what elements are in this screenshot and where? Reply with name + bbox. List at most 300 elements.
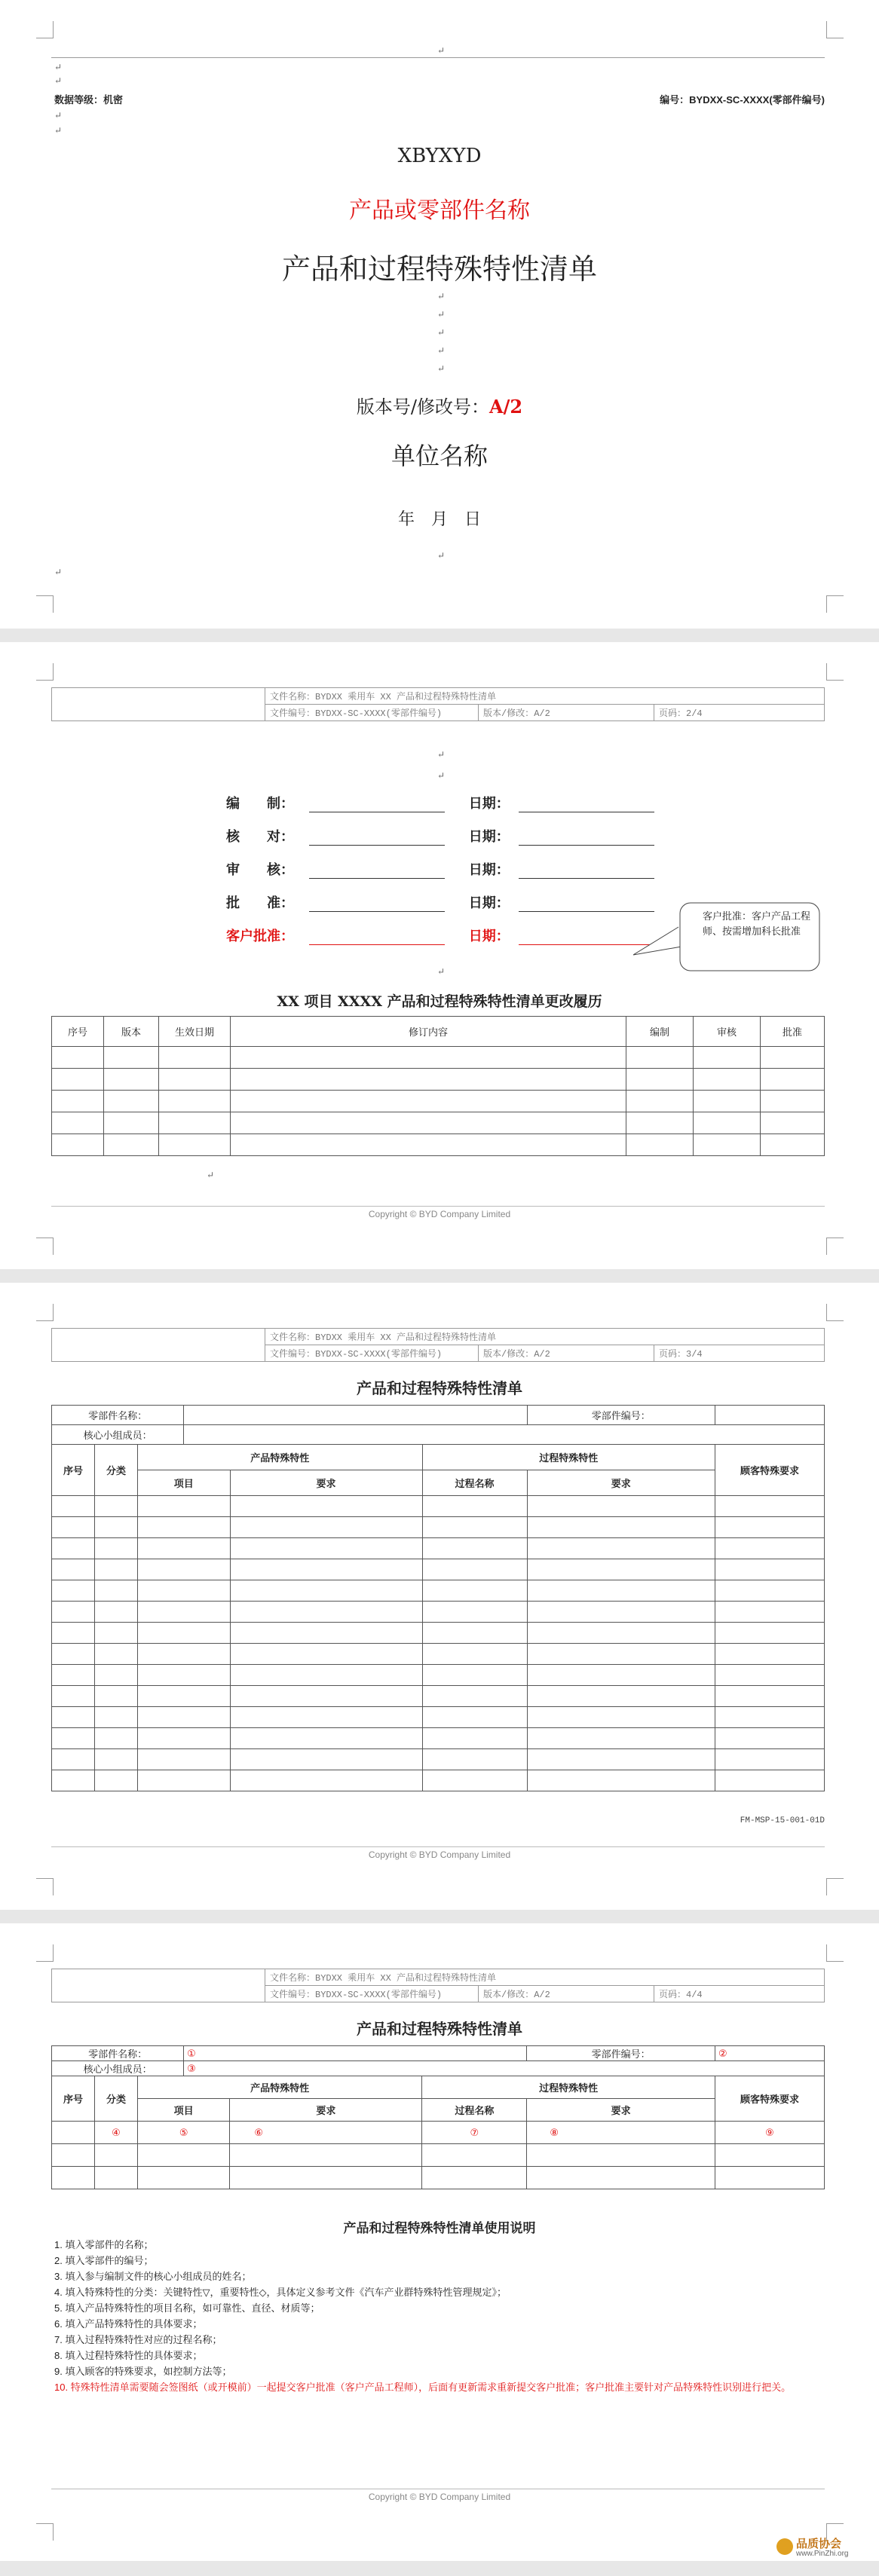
table-cell[interactable]	[95, 1580, 138, 1602]
header-table	[51, 687, 825, 721]
table-cell[interactable]	[95, 1517, 138, 1538]
header-logo-cell	[52, 1969, 265, 2002]
table-cell[interactable]	[52, 1091, 104, 1112]
core-team-value[interactable]	[184, 1425, 825, 1445]
table-cell[interactable]	[422, 1580, 527, 1602]
part-name-label: 零部件名称：	[52, 2046, 184, 2061]
table-cell[interactable]	[95, 1623, 138, 1644]
table-row	[52, 1496, 825, 1517]
table-cell[interactable]	[52, 1112, 104, 1134]
table-cell[interactable]	[104, 1069, 159, 1091]
sample-row	[52, 2122, 825, 2144]
callout-text: 客户批准：客户产品工程师、按需增加科长批准	[703, 910, 811, 937]
history-header-cell: 序号	[52, 1017, 104, 1047]
header-table	[51, 1969, 825, 2002]
table-cell[interactable]	[422, 2144, 527, 2167]
sample-marker-6[interactable]: ⑥	[230, 2122, 422, 2144]
table-cell[interactable]	[95, 1559, 138, 1580]
table-cell[interactable]	[230, 2167, 422, 2189]
page-cover	[0, 0, 879, 629]
table-cell[interactable]	[626, 1069, 694, 1091]
table-cell[interactable]	[715, 1770, 825, 1791]
table-cell[interactable]	[626, 1134, 694, 1156]
history-table	[51, 1016, 825, 1156]
table-cell[interactable]	[626, 1091, 694, 1112]
table-cell[interactable]	[715, 1517, 825, 1538]
table-cell[interactable]	[231, 1047, 626, 1069]
table-cell[interactable]	[626, 1047, 694, 1069]
table-cell[interactable]	[52, 1749, 95, 1770]
table-cell[interactable]	[527, 1665, 715, 1686]
table-cell[interactable]	[715, 1665, 825, 1686]
table-cell[interactable]	[52, 1602, 95, 1623]
table-cell[interactable]	[715, 1602, 825, 1623]
table-cell[interactable]	[230, 1770, 422, 1791]
table-cell[interactable]	[422, 1517, 527, 1538]
col-no: 序号	[52, 2076, 95, 2122]
col-class: 分类	[95, 1445, 138, 1496]
page-list-blank	[0, 1283, 879, 1910]
page-approval	[0, 642, 879, 1269]
history-header-cell: 修订内容	[231, 1017, 626, 1047]
table-cell[interactable]	[527, 1580, 715, 1602]
approval-row	[226, 892, 654, 925]
table-cell[interactable]	[527, 1517, 715, 1538]
table-cell[interactable]	[527, 2167, 715, 2189]
col-product-req: 要求	[230, 1470, 422, 1496]
crop-mark	[826, 595, 844, 613]
table-cell[interactable]	[527, 1728, 715, 1749]
table-cell[interactable]	[95, 1538, 138, 1559]
table-cell[interactable]	[52, 1665, 95, 1686]
table-cell[interactable]	[95, 1644, 138, 1665]
table-cell[interactable]	[138, 1496, 231, 1517]
table-cell[interactable]	[138, 1707, 231, 1728]
table-cell[interactable]	[138, 1728, 231, 1749]
instructions-list	[54, 2237, 816, 2395]
instruction-item: 7. 填入过程特殊特性对应的过程名称；	[54, 2334, 222, 2345]
table-cell[interactable]	[231, 1091, 626, 1112]
table-cell[interactable]	[230, 1644, 422, 1665]
paragraph-mark: ↵	[54, 110, 63, 121]
table-row	[52, 1538, 825, 1559]
table-row	[52, 1728, 825, 1749]
sample-marker-9[interactable]: ⑨	[715, 2122, 825, 2144]
crop-mark	[36, 595, 54, 613]
approval-label: 核 对：	[226, 829, 294, 845]
list-title: 产品和过程特殊特性清单	[357, 2020, 522, 2038]
table-cell[interactable]	[138, 1749, 231, 1770]
table-cell[interactable]	[138, 1665, 231, 1686]
header-table	[51, 1328, 825, 1362]
table-cell[interactable]	[138, 1602, 231, 1623]
table-cell[interactable]	[52, 1728, 95, 1749]
table-cell[interactable]	[52, 1686, 95, 1707]
col-process-name: 过程名称	[422, 2099, 527, 2122]
sample-marker-4[interactable]: ④	[95, 2122, 138, 2144]
crop-mark	[826, 21, 844, 38]
table-row	[52, 1770, 825, 1791]
signature-field[interactable]	[309, 864, 445, 879]
table-cell[interactable]	[138, 1559, 231, 1580]
table-cell[interactable]	[422, 1770, 527, 1791]
table-cell[interactable]	[138, 1580, 231, 1602]
table-cell[interactable]	[527, 1749, 715, 1770]
paragraph-mark: ↵	[437, 291, 446, 301]
table-cell[interactable]	[527, 1644, 715, 1665]
table-row	[52, 1047, 825, 1069]
history-header-cell: 生效日期	[159, 1017, 231, 1047]
table-cell[interactable]	[422, 1749, 527, 1770]
approval-block	[226, 793, 654, 959]
table-cell[interactable]	[715, 1580, 825, 1602]
table-cell[interactable]	[694, 1047, 761, 1069]
table-cell[interactable]	[230, 1559, 422, 1580]
table-cell[interactable]	[138, 1538, 231, 1559]
paragraph-mark: ↵	[437, 327, 446, 338]
table-cell[interactable]	[52, 2144, 95, 2167]
table-cell[interactable]	[715, 1644, 825, 1665]
header-file-number: 文件编号：BYDXX-SC-XXXX(零部件编号)	[265, 1345, 479, 1362]
instruction-item: 2. 填入零部件的编号；	[54, 2255, 154, 2266]
process-group-header: 过程特殊特性	[422, 2076, 715, 2099]
table-cell[interactable]	[527, 1602, 715, 1623]
instruction-item: 6. 填入产品特殊特性的具体要求；	[54, 2318, 203, 2330]
header-page: 页码：4/4	[654, 1986, 825, 2002]
table-cell[interactable]	[138, 1517, 231, 1538]
table-cell[interactable]	[138, 1686, 231, 1707]
footer-copyright: Copyright © BYD Company Limited	[368, 1209, 511, 1219]
header-page: 页码：3/4	[654, 1345, 825, 1362]
table-cell[interactable]	[626, 1112, 694, 1134]
table-cell[interactable]	[95, 2167, 138, 2189]
approval-date-label: 日期：	[468, 796, 510, 812]
paragraph-mark: ↵	[437, 309, 446, 320]
header-file-name: 文件名称：BYDXX 乘用车 XX 产品和过程特殊特性清单	[265, 688, 825, 705]
table-cell[interactable]	[52, 1069, 104, 1091]
part-name-label: 零部件名称：	[52, 1406, 184, 1425]
table-cell[interactable]	[230, 1580, 422, 1602]
date-field[interactable]	[519, 831, 654, 846]
table-cell[interactable]	[715, 2144, 825, 2167]
sample-marker-2[interactable]: ②	[715, 2046, 824, 2061]
approval-date-label: 日期：	[468, 895, 510, 911]
table-cell[interactable]	[52, 1580, 95, 1602]
table-cell[interactable]	[527, 2144, 715, 2167]
table-cell[interactable]	[715, 1728, 825, 1749]
table-cell[interactable]	[230, 1665, 422, 1686]
history-header-cell: 版本	[104, 1017, 159, 1047]
process-group-header: 过程特殊特性	[422, 1445, 715, 1470]
table-cell[interactable]	[138, 2144, 230, 2167]
sample-marker-1[interactable]: ①	[184, 2046, 527, 2061]
date-field[interactable]	[519, 798, 654, 812]
table-cell[interactable]	[527, 1770, 715, 1791]
table-cell[interactable]	[527, 1559, 715, 1580]
sample-marker-5[interactable]: ⑤	[138, 2122, 230, 2144]
table-cell[interactable]	[52, 1644, 95, 1665]
sample-marker-3[interactable]: ③	[184, 2061, 825, 2076]
crop-mark	[826, 1304, 844, 1321]
table-cell[interactable]	[159, 1134, 231, 1156]
table-cell[interactable]	[527, 1623, 715, 1644]
table-cell[interactable]	[52, 1496, 95, 1517]
header-file-name: 文件名称：BYDXX 乘用车 XX 产品和过程特殊特性清单	[265, 1329, 825, 1345]
instruction-item: 8. 填入过程特殊特性的具体要求；	[54, 2350, 203, 2361]
crop-mark	[826, 1878, 844, 1895]
header-version: 版本/修改：A/2	[479, 1986, 654, 2002]
approval-date-label: 日期：	[468, 829, 510, 845]
paragraph-mark: ↵	[437, 749, 446, 760]
date-field[interactable]	[519, 864, 654, 879]
paragraph-mark: ↵	[54, 62, 63, 72]
table-row	[52, 2144, 825, 2167]
footer-rule	[51, 1846, 825, 1847]
table-cell[interactable]	[694, 1069, 761, 1091]
table-cell[interactable]	[231, 1134, 626, 1156]
table-cell[interactable]	[230, 1517, 422, 1538]
watermark-url: www.PinZhi.org	[796, 2550, 849, 2558]
table-cell[interactable]	[231, 1112, 626, 1134]
col-process-name: 过程名称	[422, 1470, 527, 1496]
table-cell[interactable]	[104, 1134, 159, 1156]
table-cell[interactable]	[422, 1538, 527, 1559]
watermark-name: 品质协会	[796, 2538, 842, 2550]
core-team-label: 核心小组成员：	[52, 2061, 184, 2076]
table-cell[interactable]	[230, 2144, 422, 2167]
paragraph-mark: ↵	[437, 45, 446, 56]
part-name: 产品或零部件名称	[349, 197, 530, 224]
table-cell[interactable]	[52, 1047, 104, 1069]
crop-mark	[826, 663, 844, 681]
table-cell[interactable]	[694, 1134, 761, 1156]
part-name-value[interactable]	[184, 1406, 527, 1425]
signature-field[interactable]	[309, 931, 445, 945]
instruction-item: 4. 填入特殊特性的分类：关键特性▽，重要特性◇，具体定义参考文件《汽车产业群特殊特性管理规定》；	[54, 2287, 507, 2298]
table-cell[interactable]	[527, 1496, 715, 1517]
table-row	[52, 1749, 825, 1770]
signature-field[interactable]	[309, 898, 445, 912]
table-cell[interactable]	[159, 1069, 231, 1091]
table-cell[interactable]	[715, 1686, 825, 1707]
table-cell[interactable]	[52, 1517, 95, 1538]
table-cell[interactable]	[231, 1069, 626, 1091]
table-cell[interactable]	[715, 1496, 825, 1517]
footer-copyright: Copyright © BYD Company Limited	[368, 1849, 511, 1860]
table-cell[interactable]	[527, 1538, 715, 1559]
paragraph-mark: ↵	[54, 75, 63, 86]
header-logo-cell	[52, 1329, 265, 1362]
crop-mark	[826, 1944, 844, 1962]
paragraph-mark: ↵	[437, 550, 446, 561]
table-cell[interactable]	[159, 1047, 231, 1069]
table-cell[interactable]	[52, 1134, 104, 1156]
table-cell[interactable]	[104, 1091, 159, 1112]
table-cell[interactable]	[52, 1538, 95, 1559]
table-cell[interactable]	[230, 1707, 422, 1728]
table-cell[interactable]	[422, 1665, 527, 1686]
watermark-logo-icon	[776, 2538, 793, 2555]
approval-date-label: 日期：	[468, 929, 510, 944]
sample-marker-7[interactable]: ⑦	[422, 2122, 527, 2144]
table-cell[interactable]	[95, 1496, 138, 1517]
table-cell[interactable]	[230, 1686, 422, 1707]
header-version: 版本/修改：A/2	[479, 705, 654, 721]
table-cell[interactable]	[230, 1623, 422, 1644]
table-cell[interactable]	[761, 1112, 825, 1134]
table-row	[52, 1644, 825, 1665]
instruction-item: 3. 填入参与编制文件的核心小组成员的姓名；	[54, 2271, 252, 2282]
table-cell[interactable]	[230, 1538, 422, 1559]
header-logo-cell	[52, 688, 265, 721]
table-cell[interactable]	[52, 1623, 95, 1644]
table-cell[interactable]	[527, 1686, 715, 1707]
table-cell[interactable]	[104, 1047, 159, 1069]
header-rule	[51, 57, 825, 58]
approval-row-customer	[226, 925, 654, 959]
col-class: 分类	[95, 2076, 138, 2122]
table-cell[interactable]	[715, 1559, 825, 1580]
col-item: 项目	[138, 2099, 230, 2122]
organization-name: 单位名称	[390, 442, 488, 470]
table-row	[52, 1091, 825, 1112]
customer-req-header: 顾客特殊要求	[715, 2076, 825, 2122]
col-process-req: 要求	[527, 1470, 715, 1496]
table-cell[interactable]	[159, 1112, 231, 1134]
table-cell[interactable]	[761, 1134, 825, 1156]
history-header-cell: 审核	[694, 1017, 761, 1047]
table-cell[interactable]	[95, 1770, 138, 1791]
table-row	[52, 2167, 825, 2189]
customer-req-header: 顾客特殊要求	[715, 1445, 825, 1496]
table-cell[interactable]	[761, 1091, 825, 1112]
table-cell[interactable]	[230, 1728, 422, 1749]
table-cell[interactable]	[527, 1707, 715, 1728]
document-number: 编号：BYDXX-SC-XXXX(零部件编号)	[660, 94, 825, 106]
table-cell[interactable]	[422, 1728, 527, 1749]
table-row	[52, 1112, 825, 1134]
table-cell[interactable]	[138, 1623, 231, 1644]
table-cell[interactable]	[230, 1496, 422, 1517]
table-cell[interactable]	[715, 1538, 825, 1559]
table-row	[52, 1665, 825, 1686]
approval-label: 审 核：	[226, 862, 294, 878]
crop-mark	[36, 1238, 54, 1255]
table-cell[interactable]	[422, 1559, 527, 1580]
paragraph-mark: ↵	[207, 1170, 215, 1180]
table-cell[interactable]	[95, 1686, 138, 1707]
sample-table	[51, 2045, 825, 2189]
part-number-value[interactable]	[715, 1406, 824, 1425]
crop-mark	[36, 1878, 54, 1895]
header-file-number: 文件编号：BYDXX-SC-XXXX(零部件编号)	[265, 705, 479, 721]
table-cell[interactable]	[422, 1623, 527, 1644]
product-group-header: 产品特殊特性	[138, 1445, 423, 1470]
table-cell[interactable]	[138, 1644, 231, 1665]
crop-mark	[826, 1238, 844, 1255]
table-cell[interactable]	[761, 1069, 825, 1091]
table-row	[52, 1686, 825, 1707]
table-cell[interactable]	[95, 1707, 138, 1728]
paragraph-mark: ↵	[437, 966, 446, 977]
signature-field[interactable]	[309, 831, 445, 846]
approval-date-label: 日期：	[468, 862, 510, 878]
table-cell[interactable]	[694, 1112, 761, 1134]
table-cell[interactable]	[230, 1749, 422, 1770]
crop-mark	[36, 2523, 54, 2541]
crop-mark	[36, 21, 54, 38]
table-row	[52, 1602, 825, 1623]
header-page: 页码：2/4	[654, 705, 825, 721]
header-file-number: 文件编号：BYDXX-SC-XXXX(零部件编号)	[265, 1986, 479, 2002]
part-number-label: 零部件编号：	[527, 2046, 715, 2061]
instruction-item: 9. 填入顾客的特殊要求，如控制方法等；	[54, 2366, 232, 2377]
date-line: 年 月 日	[397, 510, 481, 529]
table-cell[interactable]	[95, 1665, 138, 1686]
table-cell[interactable]	[95, 1728, 138, 1749]
page-list-instructions	[0, 1923, 879, 2561]
table-row	[52, 1517, 825, 1538]
form-code: FM-MSP-15-001-01D	[740, 1816, 825, 1825]
table-cell[interactable]	[95, 1602, 138, 1623]
table-cell[interactable]	[715, 1623, 825, 1644]
table-cell[interactable]	[422, 1686, 527, 1707]
table-cell[interactable]	[715, 1707, 825, 1728]
version-label: 版本号/修改号：	[356, 396, 489, 418]
signature-field[interactable]	[309, 798, 445, 812]
table-cell[interactable]	[52, 1559, 95, 1580]
table-cell[interactable]	[159, 1091, 231, 1112]
blank-rows	[52, 1496, 825, 1791]
table-cell[interactable]	[95, 1749, 138, 1770]
table-cell[interactable]	[715, 1749, 825, 1770]
instruction-item: 5. 填入产品特殊特性的项目名称，如可靠性、直径、材质等；	[54, 2302, 320, 2314]
table-cell[interactable]	[138, 1770, 231, 1791]
table-cell[interactable]	[104, 1112, 159, 1134]
table-cell[interactable]	[422, 1602, 527, 1623]
company-code: XBYXYD	[397, 145, 482, 167]
crop-mark	[36, 1304, 54, 1321]
history-header-cell: 编制	[626, 1017, 694, 1047]
table-cell[interactable]	[422, 2167, 527, 2189]
table-cell[interactable]	[715, 2167, 825, 2189]
table-row	[52, 1134, 825, 1156]
approval-row	[226, 826, 654, 859]
table-cell[interactable]	[422, 1707, 527, 1728]
table-cell[interactable]	[52, 1707, 95, 1728]
history-header-row	[52, 1017, 825, 1047]
approval-label: 客户批准：	[226, 929, 294, 944]
sample-marker-8[interactable]: ⑧	[527, 2122, 715, 2144]
table-cell[interactable]	[761, 1047, 825, 1069]
col-no: 序号	[52, 1445, 95, 1496]
table-row	[52, 1623, 825, 1644]
table-cell[interactable]	[138, 2167, 230, 2189]
security-label: 数据等级：机密	[54, 94, 124, 106]
col-process-req: 要求	[527, 2099, 715, 2122]
table-cell[interactable]	[230, 1602, 422, 1623]
approval-label: 编 制：	[226, 796, 294, 812]
table-cell[interactable]	[422, 1496, 527, 1517]
table-cell[interactable]	[95, 2144, 138, 2167]
table-cell[interactable]	[52, 2167, 95, 2189]
table-cell[interactable]	[422, 1644, 527, 1665]
table-cell[interactable]	[52, 2122, 95, 2144]
table-cell[interactable]	[52, 1770, 95, 1791]
footer-rule	[51, 1206, 825, 1207]
history-title: XX 项目 XXXX 产品和过程特殊特性清单更改履历	[277, 993, 602, 1010]
table-cell[interactable]	[694, 1091, 761, 1112]
